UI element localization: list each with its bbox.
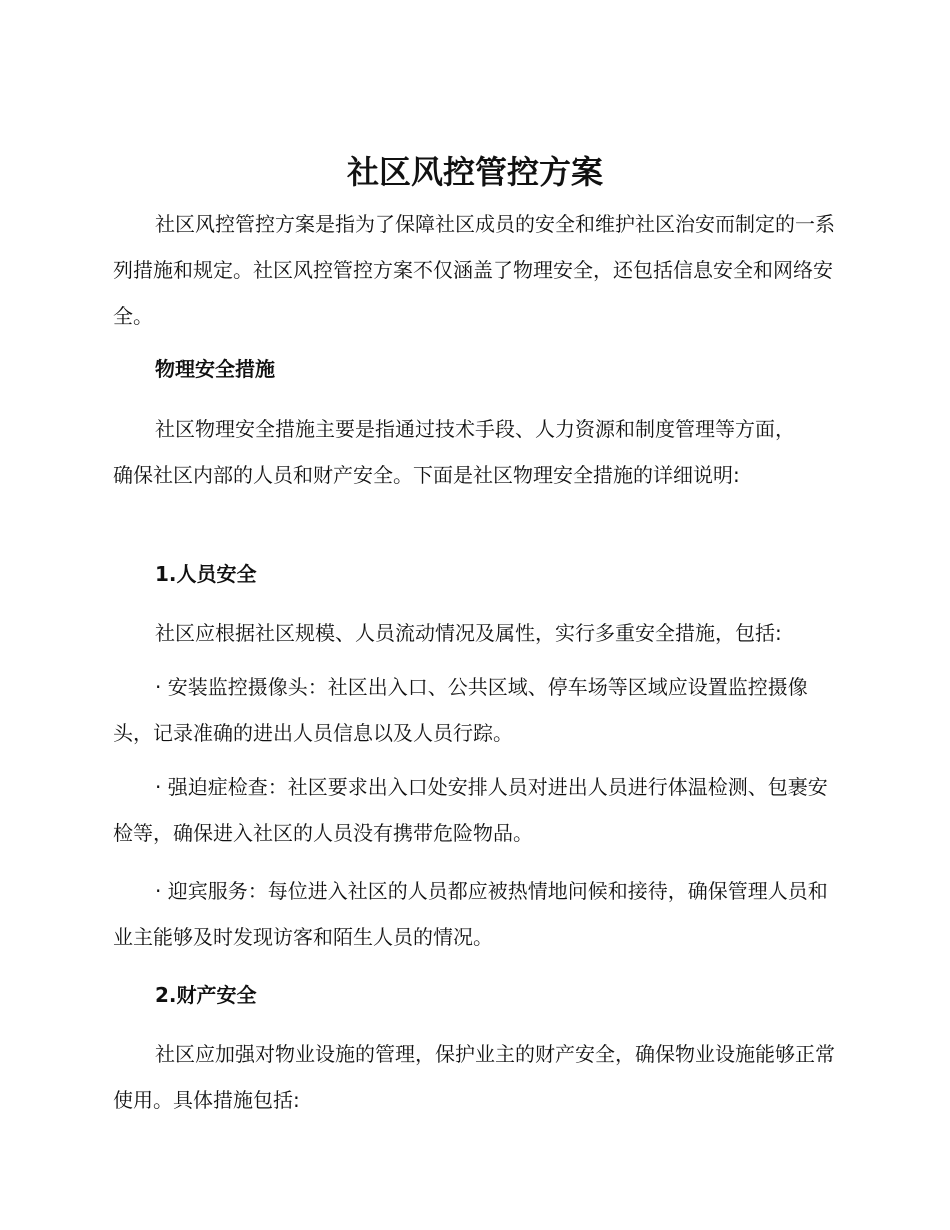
section-heading-physical-security: 物理安全措施: [155, 357, 275, 381]
document-title: 社区风控管控方案: [346, 153, 603, 191]
physical-security-paragraph: 社区物理安全措施主要是指通过技术手段、人力资源和制度管理等方面，确保社区内部的人员和财产安全。下面是社区物理安全措施的详细说明:: [113, 417, 795, 487]
list-item: · 强迫症检查：社区要求出入口处安排人员对进出人员进行体温检测、包裹安检等，确保进入社区的人员没有携带危险物品。: [113, 775, 828, 845]
subsection-heading-personnel-security: 1.人员安全: [155, 562, 257, 586]
intro-paragraph: 社区风控管控方案是指为了保障社区成员的安全和维护社区治安而制定的一系列措施和规定。社区风控管控方案不仅涵盖了物理安全，还包括信息安全和网络安全。: [113, 212, 835, 328]
property-security-paragraph: 社区应加强对物业设施的管理，保护业主的财产安全，确保物业设施能够正常使用。具体措施包括:: [113, 1042, 835, 1112]
list-item: · 迎宾服务：每位进入社区的人员都应被热情地问候和接待，确保管理人员和业主能够及时发现访客和陌生人员的情况。: [113, 879, 828, 949]
personnel-security-paragraph: 社区应根据社区规模、人员流动情况及属性，实行多重安全措施，包括:: [155, 621, 782, 645]
subsection-heading-property-security: 2.财产安全: [155, 983, 257, 1007]
list-item: · 安装监控摄像头：社区出入口、公共区域、停车场等区域应设置监控摄像头，记录准确的进出人员信息以及人员行踪。: [113, 675, 808, 745]
